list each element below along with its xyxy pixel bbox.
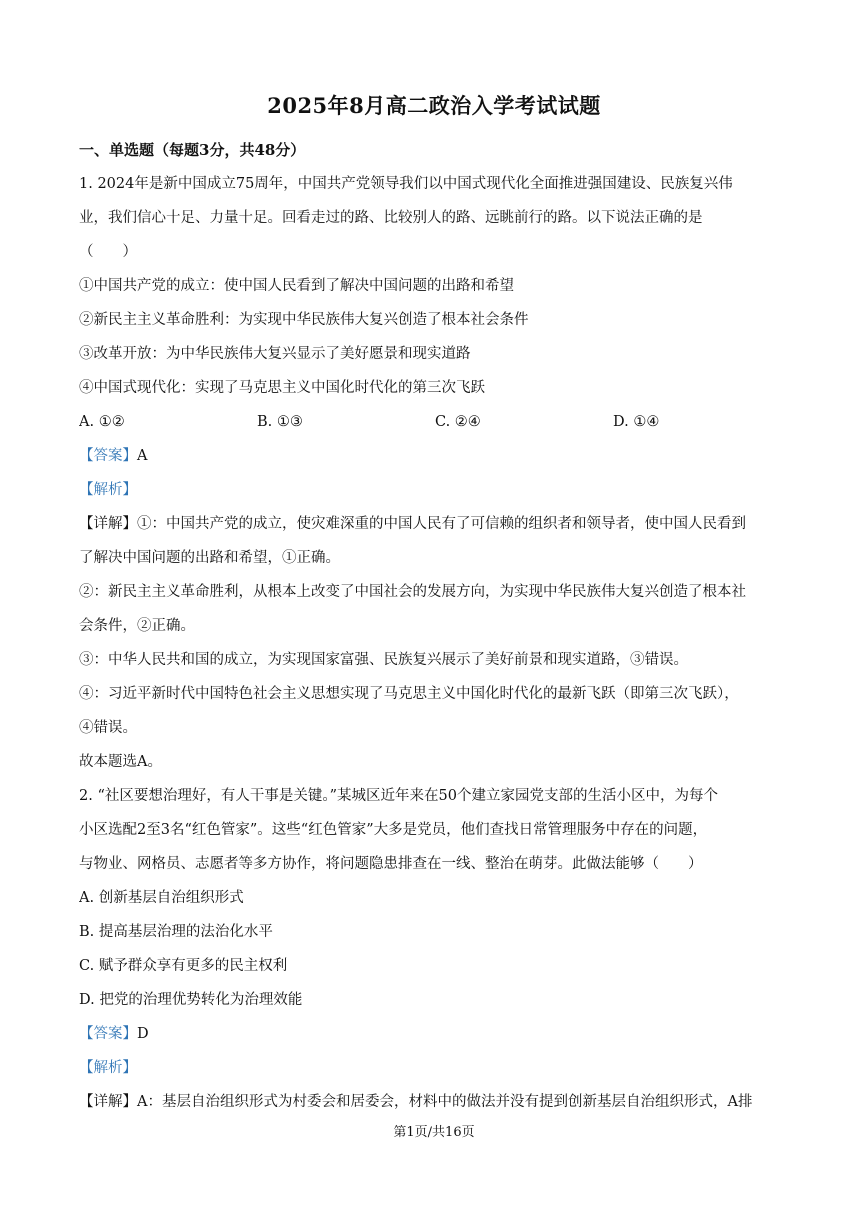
q1-detail-text-1: ①：中国共产党的成立，使灾难深重的中国人民有了可信赖的组织者和领导者，使中国人民看到 — [137, 516, 746, 532]
q2-analysis — [79, 1051, 791, 1085]
q1-detail-line-7: ④错误。 — [79, 720, 137, 736]
q2-option-c: C. 赋予群众享有更多的民主权利 — [79, 958, 288, 974]
q2-option-b: B. 提高基层治理的法治化水平 — [79, 924, 273, 940]
q2-stem-line-2: 小区选配2至3名“红色管家”。这些“红色管家”大多是党员，他们查找日常管理服务中存在的问题， — [79, 822, 708, 838]
q2-detail-tag: 【详解】 — [79, 1094, 137, 1110]
page-footer: 第1页/共16页 — [393, 1125, 475, 1140]
q2-answer — [79, 1017, 791, 1051]
q1-statement-2: ②新民主主义革命胜利：为实现中华民族伟大复兴创造了根本社会条件 — [79, 312, 529, 328]
q1-stem-line-1: 1. 2024年是新中国成立75周年，中国共产党领导我们以中国式现代化全面推进强国建设、民族复兴伟 — [79, 176, 733, 192]
q2-detail-line-1 — [79, 1085, 791, 1119]
q1-detail-line-5: ③：中华人民共和国的成立，为实现国家富强、民族复兴展示了美好前景和现实道路，③错误。 — [79, 652, 688, 668]
q2-stem-line-3: 与物业、网格员、志愿者等多方协作，将问题隐患排查在一线、整治在萌芽。此做法能够（ ） — [79, 856, 703, 872]
q1-stem-line-2: 业，我们信心十足、力量十足。回看走过的路、比较别人的路、远眺前行的路。以下说法正确的是 — [79, 210, 703, 226]
q1-analysis — [79, 473, 791, 507]
q1-answer-value: A — [137, 448, 148, 464]
q1-analysis-tag: 【解析】 — [79, 482, 137, 498]
q1-detail-line-2: 了解决中国问题的出路和希望，①正确。 — [79, 550, 340, 566]
document-body — [79, 133, 791, 1119]
page-title: 2025年8月高二政治入学考试试题 — [267, 93, 601, 118]
q2-answer-tag: 【答案】 — [79, 1026, 137, 1042]
q2-answer-value: D — [137, 1026, 149, 1042]
q1-choice-b: B. ①③ — [257, 414, 303, 430]
q1-detail-line-6: ④：习近平新时代中国特色社会主义思想实现了马克思主义中国化时代化的最新飞跃（即第三次飞跃）， — [79, 686, 739, 702]
q1-choices — [79, 405, 791, 439]
q1-detail-line-8: 故本题选A。 — [79, 754, 162, 770]
q1-answer-tag: 【答案】 — [79, 448, 137, 464]
q1-statement-3: ③改革开放：为中华民族伟大复兴显示了美好愿景和现实道路 — [79, 346, 471, 362]
q1-statement-4: ④中国式现代化：实现了马克思主义中国化时代化的第三次飞跃 — [79, 380, 485, 396]
q2-analysis-tag: 【解析】 — [79, 1060, 137, 1076]
q1-choice-c: C. ②④ — [435, 414, 481, 430]
q1-detail-tag: 【详解】 — [79, 516, 137, 532]
q1-detail-line-3: ②：新民主主义革命胜利，从根本上改变了中国社会的发展方向，为实现中华民族伟大复兴创造了根本社 — [79, 584, 746, 600]
q1-statement-1: ①中国共产党的成立：使中国人民看到了解决中国问题的出路和希望 — [79, 278, 514, 294]
q1-detail-line-1 — [79, 507, 791, 541]
q1-answer — [79, 439, 791, 473]
q2-detail-text-1: A：基层自治组织形式为村委会和居委会，材料中的做法并没有提到创新基层自治组织形式，A排 — [137, 1094, 753, 1110]
q2-option-a: A. 创新基层自治组织形式 — [79, 890, 244, 906]
section-heading: 一、单选题（每题3分，共48分） — [79, 141, 306, 159]
q2-option-d: D. 把党的治理优势转化为治理效能 — [79, 992, 303, 1008]
q1-bracket: （ ） — [79, 244, 137, 260]
q2-stem-line-1: 2. “社区要想治理好，有人干事是关键。”某城区近年来在50个建立家园党支部的生活小区中，为每个 — [79, 788, 718, 804]
q1-choice-a: A. ①② — [79, 414, 125, 430]
q1-detail-line-4: 会条件，②正确。 — [79, 618, 195, 634]
q1-choice-d: D. ①④ — [613, 414, 660, 430]
